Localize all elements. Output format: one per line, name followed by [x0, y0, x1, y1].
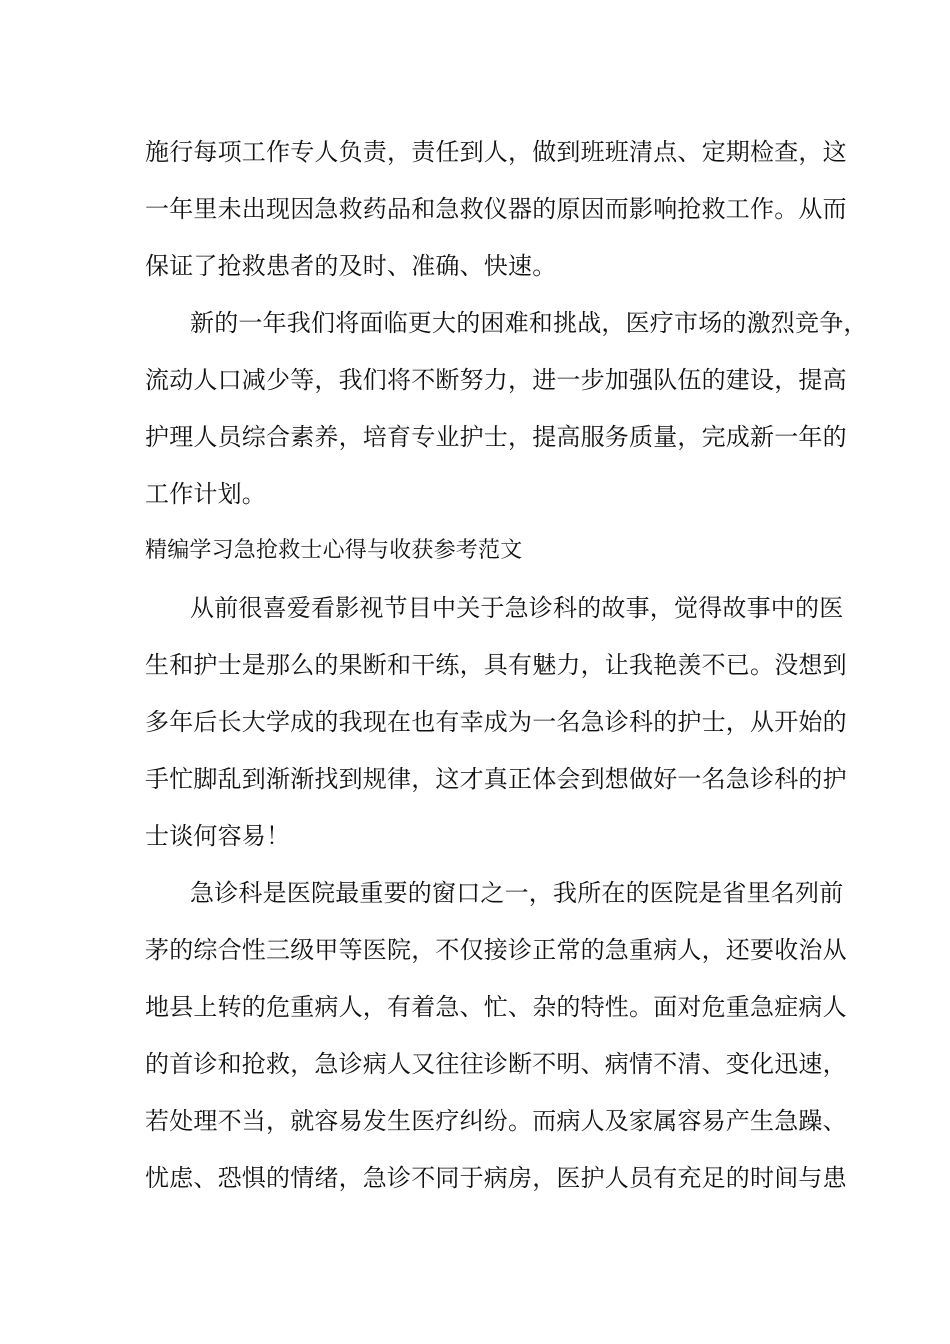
paragraph-1-line-1: 施行每项工作专人负责，责任到人，做到班班清点、定期检查，这: [145, 138, 847, 166]
paragraph-4-line-1: 急诊科是医院最重要的窗口之一，我所在的医院是省里名列前: [190, 879, 844, 907]
paragraph-3-line-5: 士谈何容易！: [145, 822, 291, 850]
paragraph-3-line-3: 多年后长大学成的我现在也有幸成为一名急诊科的护士，从开始的: [145, 708, 847, 736]
paragraph-2-line-1: 新的一年我们将面临更大的困难和挑战，医疗市场的激烈竞争，: [190, 309, 868, 337]
paragraph-4-line-6: 忧虑、恐惧的情绪，急诊不同于病房，医护人员有充足的时间与患: [145, 1164, 847, 1192]
paragraph-1-line-2: 一年里未出现因急救药品和急救仪器的原因而影响抢救工作。从而: [145, 195, 847, 223]
paragraph-2-line-4: 工作计划。: [145, 480, 266, 508]
paragraph-4-line-3: 地县上转的危重病人，有着急、忙、杂的特性。面对危重急症病人: [145, 993, 847, 1021]
paragraph-3-line-1: 从前很喜爱看影视节目中关于急诊科的故事，觉得故事中的医: [190, 594, 844, 622]
paragraph-3-line-4: 手忙脚乱到渐渐找到规律，这才真正体会到想做好一名急诊科的护: [145, 765, 847, 793]
paragraph-1-line-3: 保证了抢救患者的及时、准确、快速。: [145, 252, 557, 280]
paragraph-4-line-4: 的首诊和抢救，急诊病人又往往诊断不明、病情不清、变化迅速，: [145, 1050, 847, 1078]
paragraph-2-line-3: 护理人员综合素养，培育专业护士，提高服务质量，完成新一年的: [145, 423, 847, 451]
paragraph-4-line-5: 若处理不当，就容易发生医疗纠纷。而病人及家属容易产生急躁、: [145, 1107, 847, 1135]
paragraph-3-line-2: 生和护士是那么的果断和干练，具有魅力，让我艳羡不已。没想到: [145, 651, 847, 679]
paragraph-2-line-2: 流动人口减少等，我们将不断努力，进一步加强队伍的建设，提高: [145, 366, 847, 394]
section-heading: 精编学习急抢救士心得与收获参考范文: [145, 538, 523, 563]
paragraph-4-line-2: 茅的综合性三级甲等医院，不仅接诊正常的急重病人，还要收治从: [145, 936, 847, 964]
